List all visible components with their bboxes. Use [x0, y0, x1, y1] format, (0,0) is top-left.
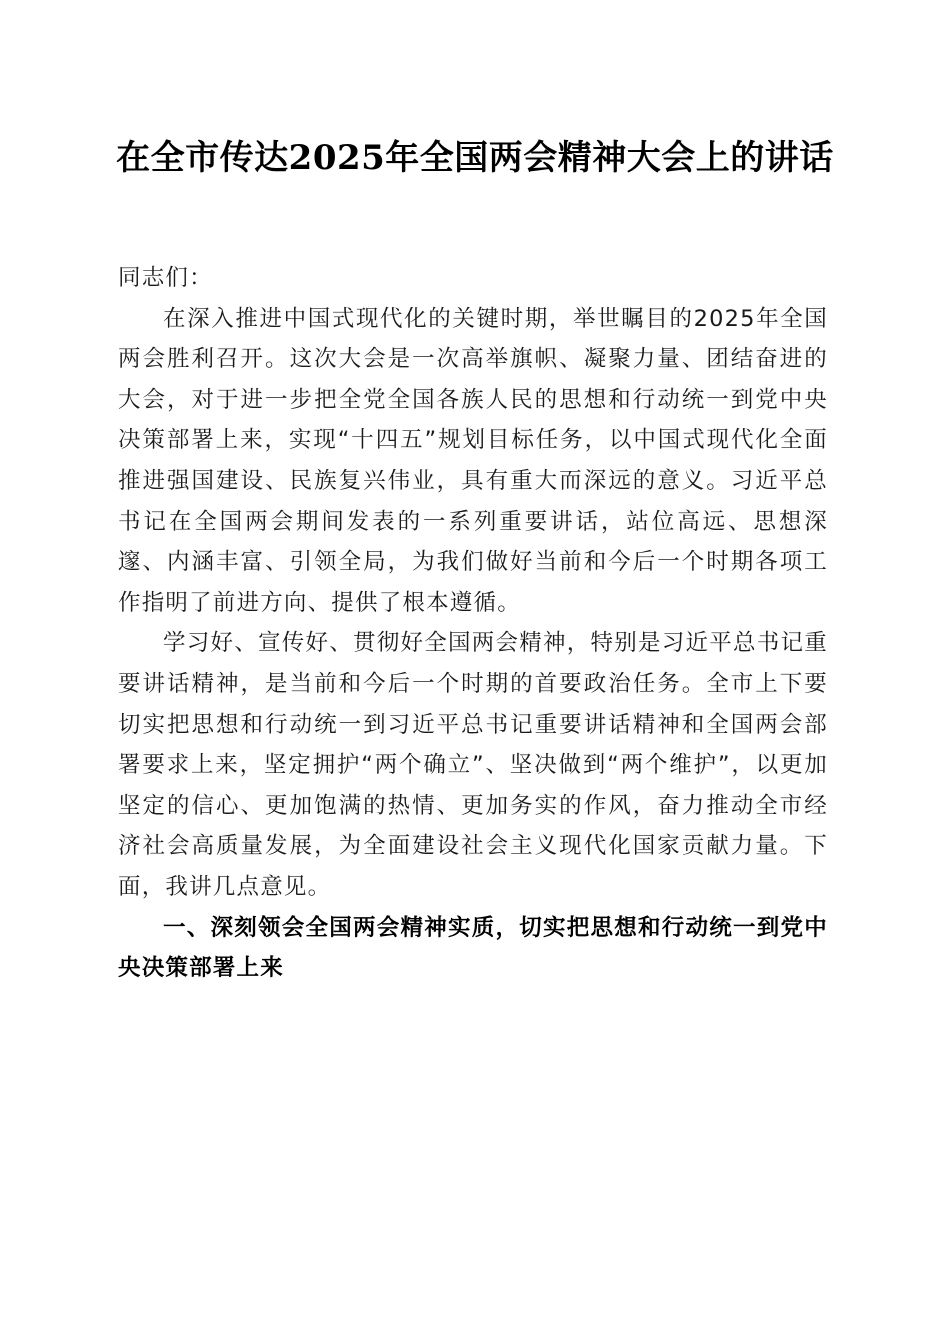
document-title: 在全市传达2025年全国两会精神大会上的讲话	[116, 138, 834, 178]
salutation: 同志们：	[118, 265, 213, 291]
paragraph-task: 学习好、宣传好、贯彻好全国两会精神，特别是习近平总书记重要讲话精神，是当前和今后一个时期的首要政治任务。全市上下要切实把思想和行动统一到习近平总书记重要讲话精神和全国两会部署要求上来，坚定拥护“两个确立”、坚决做到“两个维护”，以更加坚定的信心、更加饱满的热情、更加务实的作风，奋力推动全市经济社会高质量发展，为全面建设社会主义现代化国家贡献力量。下面，我讲几点意见。	[118, 630, 828, 900]
document-body	[118, 258, 828, 989]
section-heading: 一、深刻领会全国两会精神实质，切实把思想和行动统一到党中央决策部署上来	[118, 914, 828, 982]
paragraph-intro: 在深入推进中国式现代化的关键时期，举世瞩目的2025年全国两会胜利召开。这次大会是一次高举旗帜、凝聚力量、团结奋进的大会，对于进一步把全党全国各族人民的思想和行动统一到党中央决策部署上来，实现“十四五”规划目标任务，以中国式现代化全面推进强国建设、民族复兴伟业，具有重大而深远的意义。习近平总书记在全国两会期间发表的一系列重要讲话，站位高远、思想深邃、内涵丰富、引领全局，为我们做好当前和今后一个时期各项工作指明了前进方向、提供了根本遵循。	[118, 305, 828, 616]
